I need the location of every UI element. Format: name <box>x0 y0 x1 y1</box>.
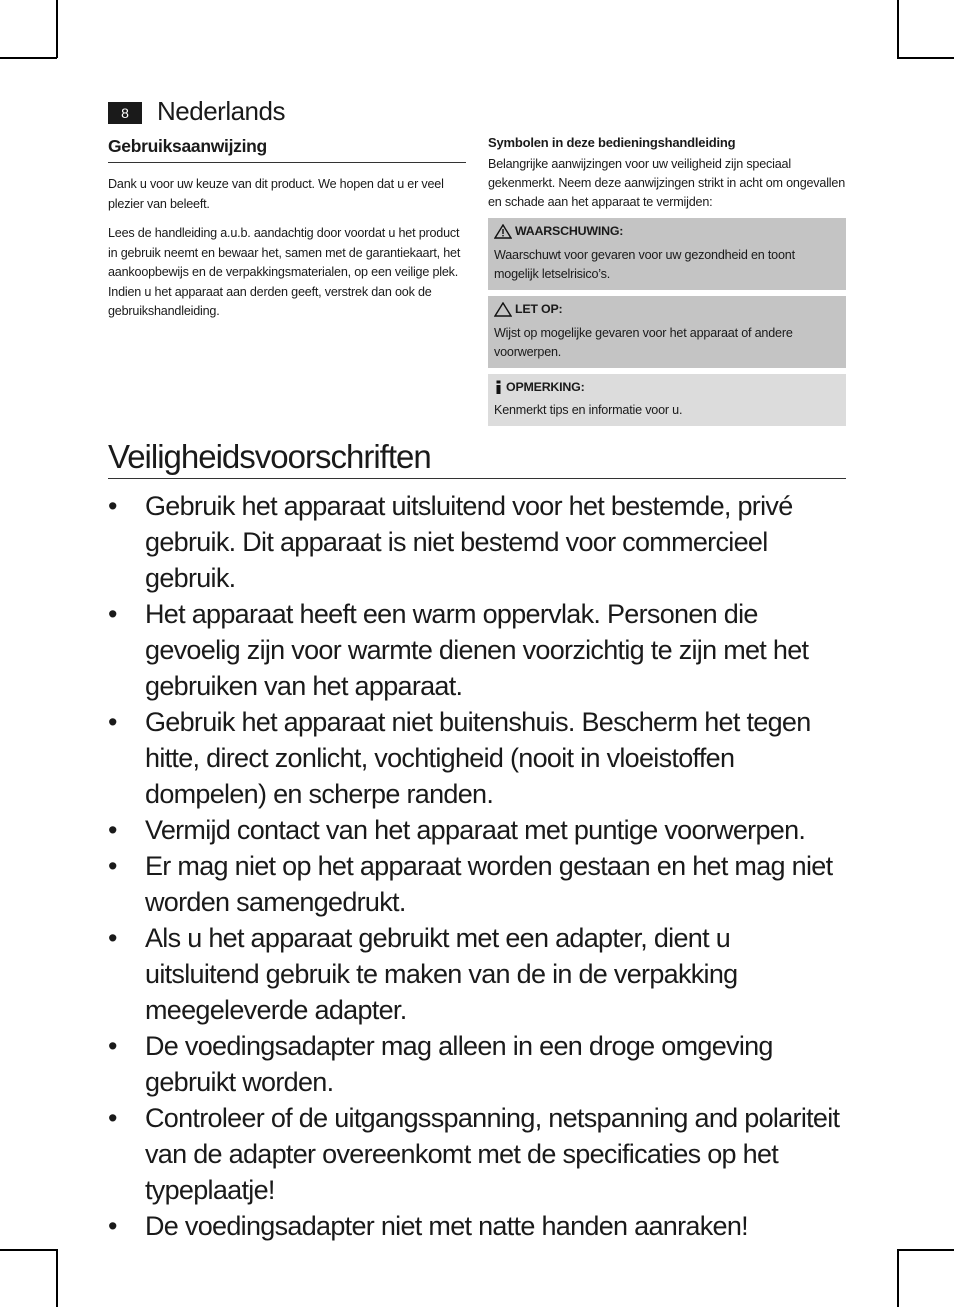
notice-warning <box>488 218 846 290</box>
list-item: • De voedingsadapter niet met natte handen aanraken! <box>108 1208 846 1244</box>
list-item: • Gebruik het apparaat niet buitenshuis. Bescherm het tegen hitte, direct zonlicht, vochtigheid (nooit in vloeistoffen dompelen) en scherpe randen. <box>108 704 846 812</box>
section-title: Gebruiksaanwijzing <box>108 136 466 163</box>
symbols-section <box>488 134 846 426</box>
list-item: • Vermijd contact van het apparaat met puntige voorwerpen. <box>108 812 846 848</box>
notice-label: OPMERKING: <box>506 379 585 394</box>
section-title: Symbolen in deze bedieningshandleiding <box>488 135 736 150</box>
notice-text: Kenmerkt tips en informatie voor u. <box>494 403 683 418</box>
crop-mark <box>56 1249 58 1307</box>
warning-triangle-icon <box>494 224 512 239</box>
notice-caution <box>488 296 846 368</box>
paragraph: Belangrijke aanwijzingen voor uw veiligheid zijn speciaal gekenmerkt. Neem deze aanwijzingen strikt in acht om ongevallen en schade aan het apparaat te vermijden: <box>488 157 846 209</box>
safety-list <box>108 488 846 1244</box>
notice-label: LET OP: <box>515 301 563 316</box>
safety-section <box>108 436 846 1244</box>
crop-mark <box>897 1249 899 1307</box>
intro-section <box>108 136 466 322</box>
section-title: Veiligheidsvoorschriften <box>108 436 846 479</box>
bullet: • <box>108 599 117 629</box>
page-number: 8 <box>108 102 142 124</box>
list-item: • Controleer of de uitgangsspanning, netspanning and polariteit van de adapter overeenkomt met de specificaties op het typeplaatje! <box>108 1100 846 1208</box>
crop-mark <box>897 0 899 58</box>
crop-mark <box>897 57 954 59</box>
bullet: • <box>108 491 117 521</box>
crop-mark <box>56 0 58 58</box>
paragraph: Lees de handleiding a.u.b. aandachtig door voordat u het product in gebruik neemt en bewaar het, samen met de garantiekaart, het aankoopbewijs en de verpakkingsmaterialen, op een veilige plek. Indien u het apparaat aan derden geeft, verstrek dan ook de gebruikshandleiding. <box>108 226 461 318</box>
list-item: • Gebruik het apparaat uitsluitend voor het bestemde, privé gebruik. Dit apparaat is niet bestemd voor commercieel gebruik. <box>108 488 846 596</box>
notice-info <box>488 374 846 426</box>
info-icon <box>494 380 503 395</box>
bullet: • <box>108 923 117 953</box>
bullet: • <box>108 815 117 845</box>
bullet: • <box>108 707 117 737</box>
list-item: • Het apparaat heeft een warm oppervlak. Personen die gevoelig zijn voor warmte dienen voorzichtig te zijn met het gebruiken van het apparaat. <box>108 596 846 704</box>
notice-label: WAARSCHUWING: <box>515 224 624 238</box>
crop-mark <box>0 1249 57 1251</box>
paragraph: Dank u voor uw keuze van dit product. We hopen dat u er veel plezier van beleeft. <box>108 177 444 211</box>
list-item: • Er mag niet op het apparaat worden gestaan en het mag niet worden samengedrukt. <box>108 848 846 920</box>
bullet: • <box>108 1031 117 1061</box>
notice-text: Waarschuwt voor gevaren voor uw gezondheid en toont mogelijk letselrisico’s. <box>494 247 795 282</box>
bullet: • <box>108 1211 117 1241</box>
bullet: • <box>108 851 117 881</box>
list-item: • De voedingsadapter mag alleen in een droge omgeving gebruikt worden. <box>108 1028 846 1100</box>
crop-mark <box>0 57 57 59</box>
language-title: Nederlands <box>157 96 285 126</box>
notice-text: Wijst op mogelijke gevaren voor het apparaat of andere voorwerpen. <box>494 325 793 359</box>
bullet: • <box>108 1103 117 1133</box>
crop-mark <box>897 1249 954 1251</box>
list-item: • Als u het apparaat gebruikt met een adapter, dient u uitsluitend gebruik te maken van de in de verpakking meegeleverde adapter. <box>108 920 846 1028</box>
caution-triangle-icon <box>494 302 512 317</box>
